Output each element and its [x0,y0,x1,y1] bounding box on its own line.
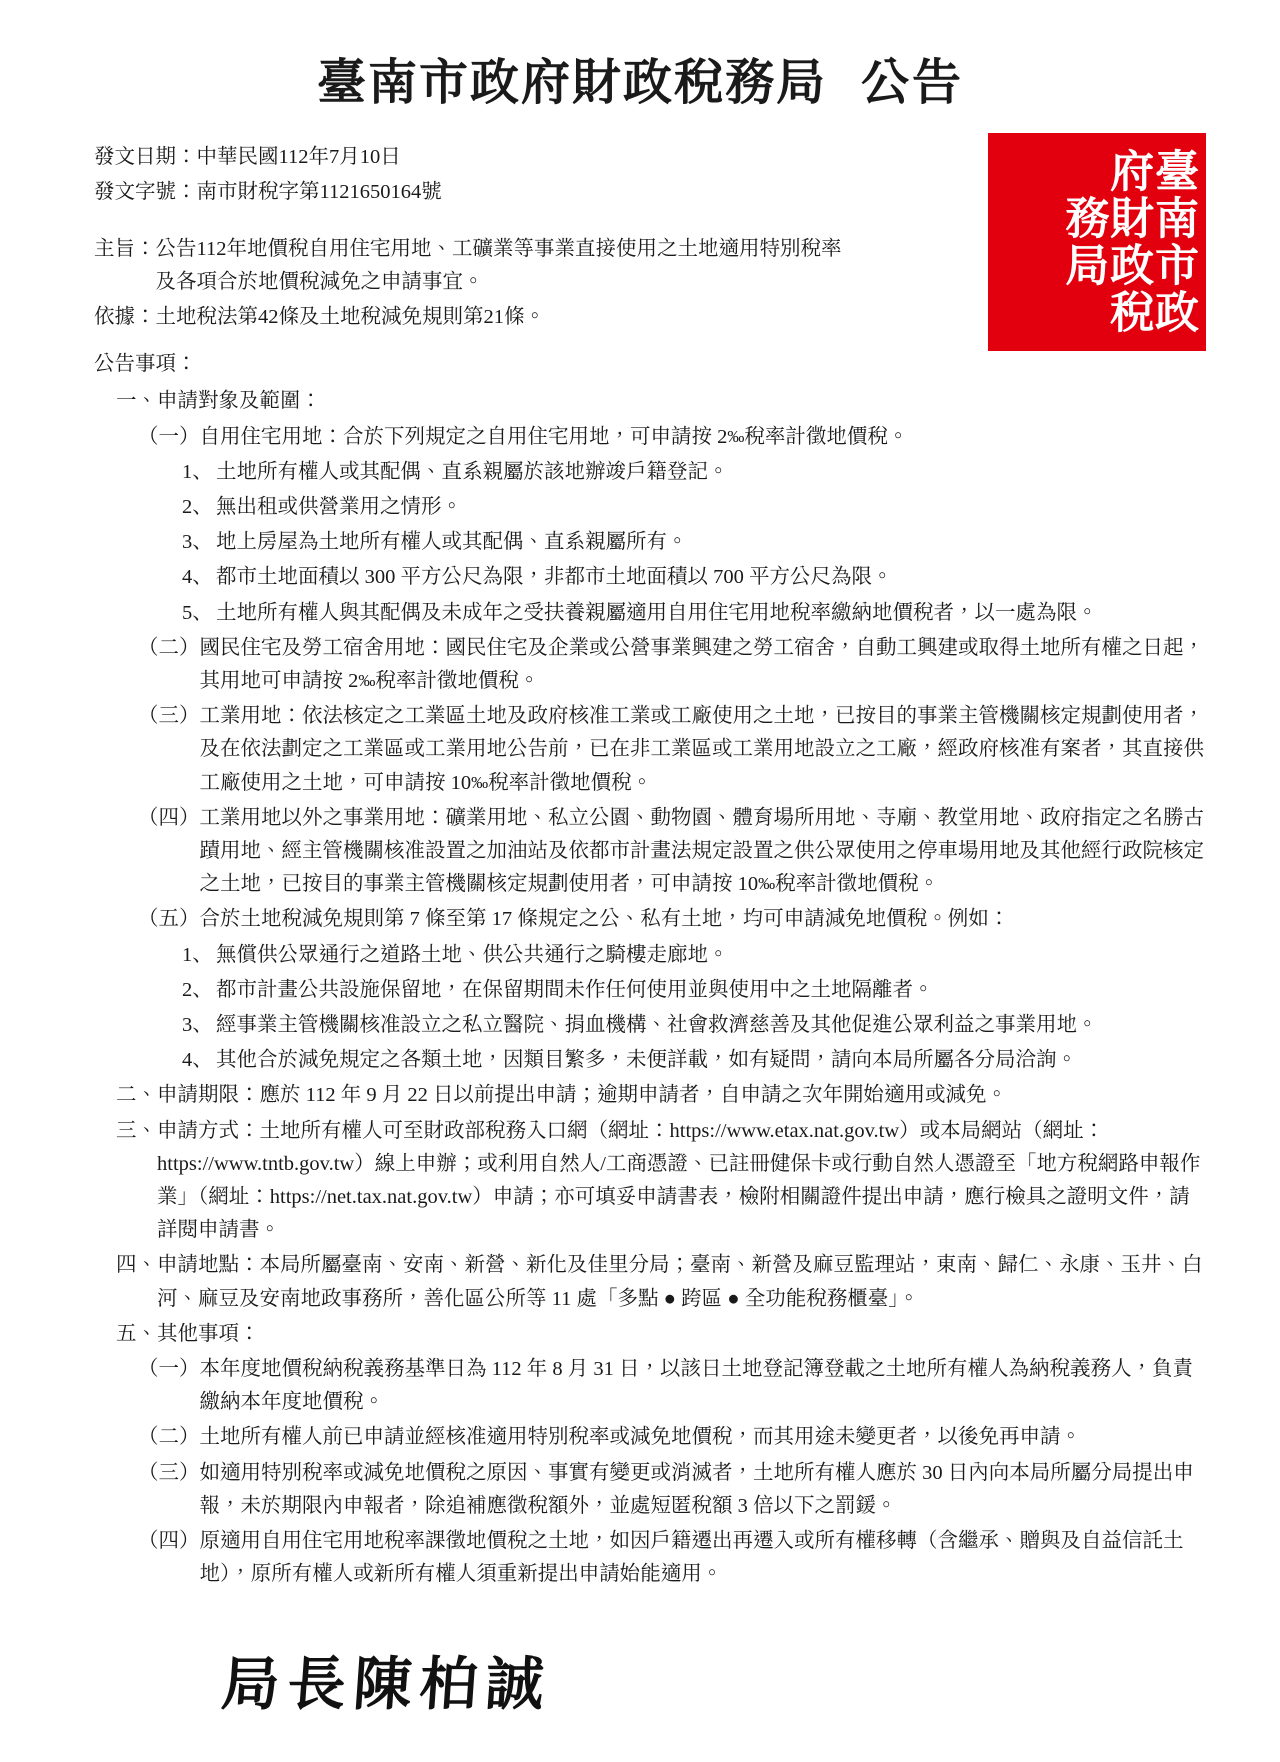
list-item-text: 地上房屋為土地所有權人或其配偶、直系親屬所有。 [216,531,688,554]
subsection-marker: （二） [138,1426,200,1449]
subsection-text: 原適用自用住宅用地稅率課徵地價稅之土地，如因戶籍遷出再遷入或所有權移轉（含繼承、贈與及自益信託土地），原所有權人或新所有權人須重新提出申請始能適用。 [199,1530,1184,1586]
subsection-marker: （五） [138,908,200,931]
section-marker: 二、 [116,1084,157,1107]
section-text: 申請對象及範圍： [157,390,321,413]
basis-value: 土地稅法第42條及土地稅減免規則第21條。 [155,305,545,328]
subsection-marker: （三） [138,1461,200,1484]
list-item-marker: 2、 [182,495,213,518]
issue-number-value: 南市財稅字第1121650164號 [196,181,442,204]
section-marker: 一、 [116,390,157,413]
subsection-text: 國民住宅及勞工宿舍用地：國民住宅及企業或公營事業興建之勞工宿舍，自動工興建或取得土地所有權之日起，其用地可申請按 2‰稅率計徵地價稅。 [199,636,1204,692]
section-text: 申請方式：土地所有權人可至財政部稅務入口網（網址：https://www.etax.nat.gov.tw）或本局網站（網址：https://www.tntb.gov.tw）線上申辦；或利用自然人/工商憑證、已註冊健保卡或行動自然人憑證至「地方稅網路申報作業」（網址：https://net.tax.nat.gov.tw）申請；亦可填妥申請書表，檢附相關證件提出申請，應行檢具之證明文件，請詳閱申請書。 [157,1119,1201,1242]
list-item-marker: 4、 [182,566,213,589]
basis-label: 依據： [94,305,156,328]
issue-date-label: 發文日期： [94,146,197,168]
section-marker: 四、 [116,1254,157,1277]
list-item [182,597,1208,630]
list-item [182,1009,1208,1042]
subsection-text: 本年度地價稅納稅義務基準日為 112 年 8 月 31 日，以該日土地登記簿登載之土地所有權人為納稅義務人，負責繳納本年度地價稅。 [199,1358,1193,1414]
subsection-item [138,1353,1208,1419]
subject-line-2: 及各項合於地價稅減免之申請事宜。 [155,270,484,293]
section-marker: 五、 [116,1322,157,1345]
subsection-text: 工業用地以外之事業用地：礦業用地、私立公園、動物園、體育場所用地、寺廟、教堂用地、政府指定之名勝古蹟用地、經主管機關核准設置之加油站及依都市計畫法規定設置之供公眾使用之停車場用地及其他經行政院核定之土地，已按目的事業主管機關核定規劃使用者，可申請按 10‰稅率計徵地價稅。 [199,806,1204,896]
subsection-marker: （四） [138,1530,200,1553]
subsection-item [138,421,1208,454]
list-item-marker: 5、 [182,601,213,624]
subsection-marker: （一） [138,1358,200,1380]
official-seal [988,133,1206,351]
list-item-text: 都市土地面積以 300 平方公尺為限，非都市土地面積以 700 平方公尺為限。 [216,566,893,589]
seal-text: 臺南市政府財政稅務局 [1057,148,1198,336]
subject-line-1: 公告112年地價稅自用住宅用地、工礦業等事業直接使用之土地適用特別稅率 [155,237,842,260]
section-text: 其他事項： [157,1322,260,1345]
list-item-text: 其他合於減免規定之各類土地，因類目繁多，未便詳載，如有疑問，請向本局所屬各分局洽詢。 [216,1049,1077,1072]
subsection-text: 工業用地：依法核定之工業區土地及政府核准工業或工廠使用之土地，已按目的事業主管機關核定規劃使用者，及在依法劃定之工業區或工業用地公告前，已在非工業區或工業用地設立之工廠，經政府核准有案者，其直接供工廠使用之土地，可申請按 10‰稅率計徵地價稅。 [199,705,1204,794]
list-item-text: 經事業主管機關核准設立之私立醫院、捐血機構、社會救濟慈善及其他促進公眾利益之事業用地。 [216,1013,1098,1036]
list-item-text: 無出租或供營業用之情形。 [216,495,462,518]
list-item-marker: 3、 [182,1013,213,1036]
subsection-text: 合於土地稅減免規則第 7 條至第 17 條規定之公、私有土地，均可申請減免地價稅。例如： [199,908,1010,931]
subsection-item [138,802,1208,902]
subsection-text: 土地所有權人前已申請並經核准適用特別稅率或減免地價稅，而其用途未變更者，以後免再申請。 [199,1426,1081,1449]
section-item [116,1249,1208,1315]
page-title-main: 臺南市政府財政稅務局 [316,53,827,111]
section-item [116,1318,1208,1351]
list-item-text: 土地所有權人與其配偶及未成年之受扶養親屬適用自用住宅用地稅率繳納地價稅者，以一處為限。 [216,601,1098,624]
subsection-marker: （三） [138,705,200,728]
section-text: 申請地點：本局所屬臺南、安南、新營、新化及佳里分局；臺南、新營及麻豆監理站，東南、歸仁、永康、玉井、白河、麻豆及安南地政事務所，善化區公所等 11 處「多點 ● 跨區 ● 全功能稅務櫃臺」。 [157,1254,1203,1310]
section-item [116,1115,1208,1248]
list-item-marker: 1、 [182,460,213,483]
subsection-item [138,700,1208,800]
subsection-text: 如適用特別稅率或減免地價稅之原因、事實有變更或消滅者，土地所有權人應於 30 日內向本局所屬分局提出申報，未於期限內申報者，除追補應徵稅額外，並處短匿稅額 3 倍以下之罰鍰。 [199,1461,1194,1517]
announcement-items-label: 公告事項： [94,353,197,376]
subsection-text: 自用住宅用地：合於下列規定之自用住宅用地，可申請按 2‰稅率計徵地價稅。 [199,425,909,448]
section-text: 申請期限：應於 112 年 9 月 22 日以前提出申請；逾期申請者，自申請之次年開始適用或減免。 [157,1084,1007,1107]
issue-number-label: 發文字號： [94,181,197,204]
list-item-marker: 2、 [182,978,213,1001]
subsection-marker: （四） [138,806,200,829]
section-item [116,1079,1208,1112]
page-title [72,44,1208,114]
subsection-item [138,1421,1208,1454]
signature: 局長陳柏誠 [219,1650,555,1719]
list-item [182,974,1208,1007]
list-item [182,561,1208,594]
list-item [182,939,1208,972]
list-item [182,526,1208,559]
section-marker: 三、 [116,1119,157,1142]
list-item [182,456,1208,489]
subsection-item [138,1525,1208,1591]
subsection-item [138,903,1208,936]
subsection-item [138,632,1208,698]
announcement-sections [72,385,1208,1591]
seal-inner [1000,145,1198,339]
subject-label: 主旨： [94,237,156,260]
list-item-marker: 3、 [182,531,213,554]
list-item-text: 無償供公眾通行之道路土地、供公共通行之騎樓走廊地。 [216,943,729,966]
list-item-marker: 4、 [182,1049,213,1072]
subsection-item [138,1457,1208,1523]
subsection-marker: （一） [138,425,200,448]
issue-date-value: 中華民國112年7月10日 [196,146,401,168]
section-item [116,385,1208,418]
list-item [182,491,1208,524]
list-item-text: 都市計畫公共設施保留地，在保留期間未作任何使用並與使用中之土地隔離者。 [216,978,934,1001]
document-body [72,233,1208,1592]
page-title-suffix: 公告 [861,53,964,111]
list-item-marker: 1、 [182,943,213,966]
subsection-marker: （二） [138,636,200,659]
list-item-text: 土地所有權人或其配偶、直系親屬於該地辦竣戶籍登記。 [216,460,729,483]
list-item [182,1044,1208,1077]
